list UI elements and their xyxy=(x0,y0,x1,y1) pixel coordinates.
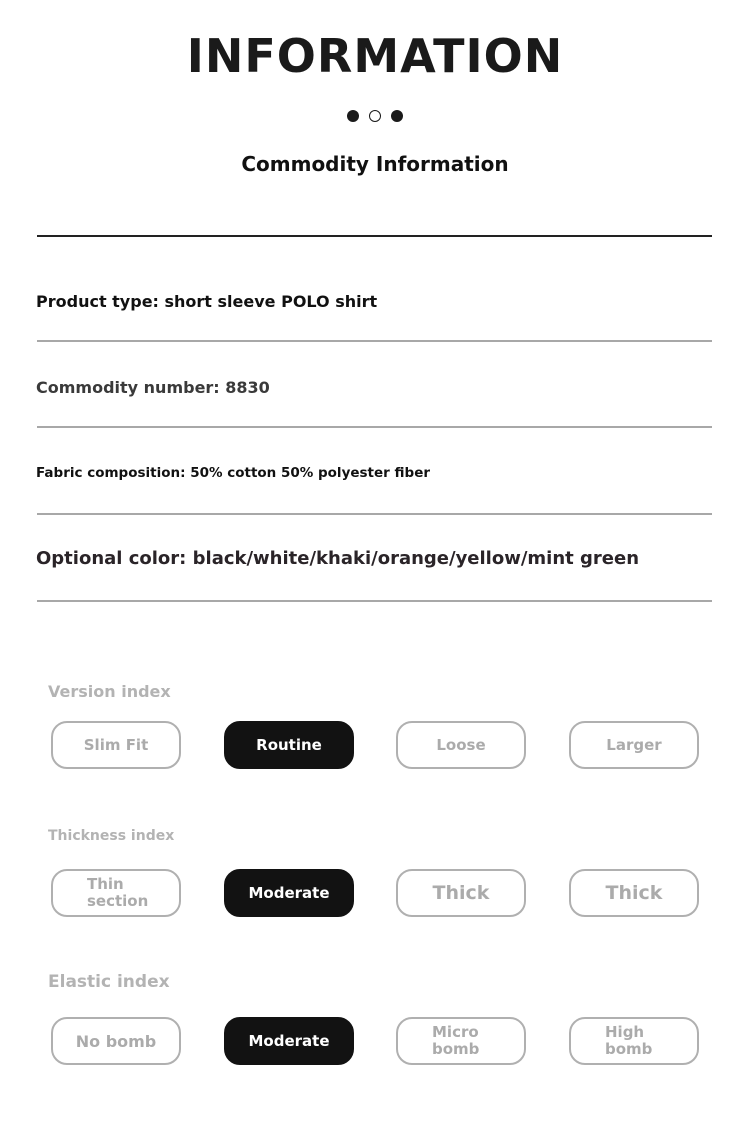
divider xyxy=(37,235,712,237)
dot-open-icon xyxy=(369,110,381,122)
divider xyxy=(37,600,712,602)
commodity-number-text: Commodity number: 8830 xyxy=(36,378,270,397)
option-thin-section xyxy=(51,869,181,917)
section-subtitle: Commodity Information xyxy=(241,152,509,176)
option-label: Thin section xyxy=(87,875,149,910)
option-label: High bomb xyxy=(605,1023,653,1058)
option-label: Larger xyxy=(606,735,662,754)
dot-filled-icon xyxy=(391,110,403,122)
option-micro-bomb xyxy=(396,1017,526,1065)
elastic-index-label: Elastic index xyxy=(48,972,170,992)
product-type-text: Product type: short sleeve POLO shirt xyxy=(36,292,378,311)
page-title: INFORMATION xyxy=(186,29,564,83)
option-label: No bomb xyxy=(75,1031,157,1051)
option-routine-selected xyxy=(224,721,354,769)
option-label: Slim Fit xyxy=(83,735,149,754)
divider xyxy=(37,426,712,428)
option-label: Loose xyxy=(436,735,486,754)
thickness-index-label: Thickness index xyxy=(48,828,175,844)
divider xyxy=(37,340,712,342)
divider xyxy=(37,513,712,515)
option-slim-fit xyxy=(51,721,181,769)
option-high-bomb xyxy=(569,1017,699,1065)
option-label: Micro bomb xyxy=(432,1023,480,1058)
fabric-composition-text: Fabric composition: 50% cotton 50% polyester fiber xyxy=(36,465,431,481)
option-label: Moderate xyxy=(248,883,330,902)
option-larger xyxy=(569,721,699,769)
option-thick xyxy=(396,869,526,917)
option-loose xyxy=(396,721,526,769)
option-moderate-selected xyxy=(224,869,354,917)
option-label: Thick xyxy=(432,881,490,904)
option-no-bomb xyxy=(51,1017,181,1065)
option-label: Thick xyxy=(605,881,663,904)
dot-filled-icon xyxy=(347,110,359,122)
option-label: Routine xyxy=(256,735,322,754)
option-label: Moderate xyxy=(248,1031,330,1050)
carousel-dots xyxy=(0,110,750,122)
optional-color-text: Optional color: black/white/khaki/orange/yellow/mint green xyxy=(36,548,640,569)
option-thick xyxy=(569,869,699,917)
option-moderate-selected xyxy=(224,1017,354,1065)
version-index-label: Version index xyxy=(48,682,171,701)
